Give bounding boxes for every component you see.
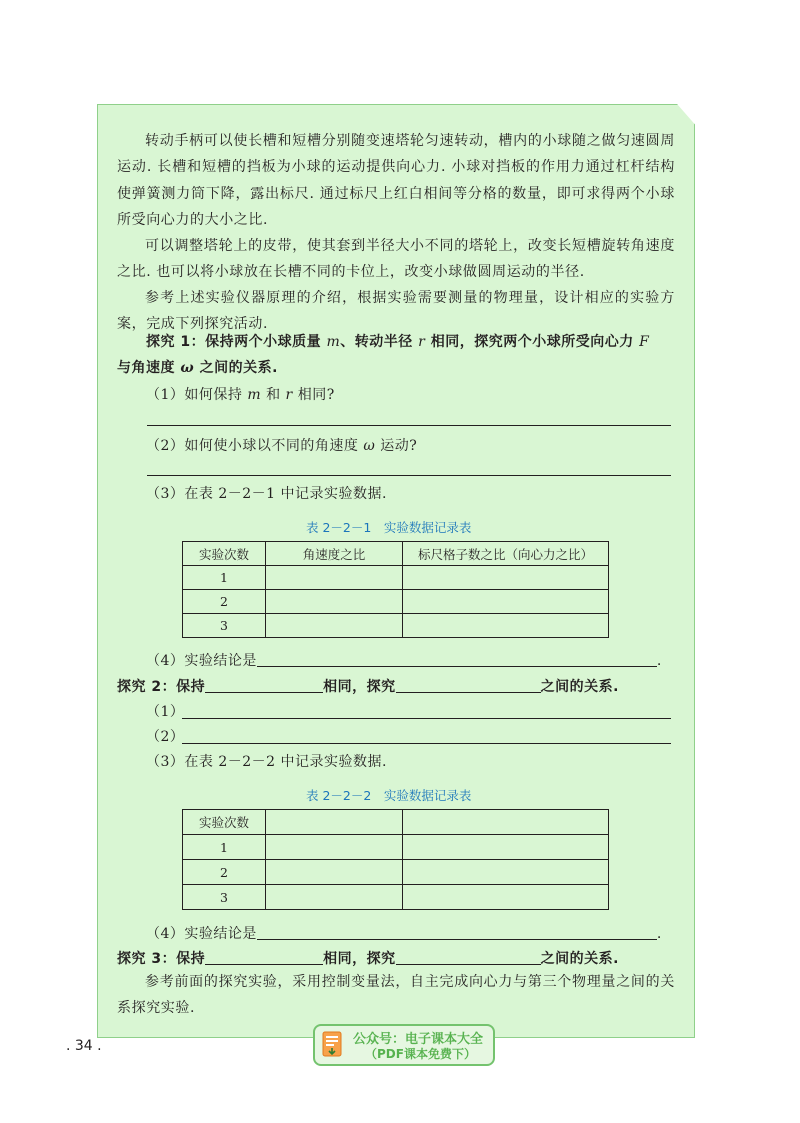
explore2-question-1: （1） (146, 704, 185, 720)
heading-text: 相同，探究 (323, 679, 396, 695)
watermark-badge (313, 1024, 495, 1066)
table-row (183, 835, 609, 860)
data-table-1 (182, 541, 609, 638)
fill-blank-same[interactable] (205, 950, 323, 965)
table-header-cell: 角速度之比 (266, 542, 403, 566)
conclusion-blank[interactable] (257, 652, 657, 667)
fill-blank-same[interactable] (205, 678, 323, 693)
watermark-line-2: （PDF课本免费下） (365, 1047, 476, 1061)
table-row (183, 860, 609, 885)
table-cell: 1 (183, 835, 266, 860)
explore1-heading-line1 (146, 332, 649, 352)
table-input-cell[interactable] (403, 860, 609, 885)
question-text: 相同? (292, 387, 335, 403)
explore2-question-4 (146, 924, 662, 944)
question-text: （1）如何保持 (146, 387, 248, 403)
answer-line-q1[interactable] (147, 425, 671, 426)
table-cell: 3 (183, 614, 266, 638)
conclusion-blank[interactable] (257, 925, 657, 940)
explore1-question-4 (146, 651, 662, 671)
explore1-heading-line2 (117, 358, 278, 378)
explore3-heading (117, 949, 619, 969)
intro-paragraph-1: 转动手柄可以使长槽和短槽分别随变速塔轮匀速转动，槽内的小球随之做匀速圆周运动. 长槽和短槽的挡板为小球的运动提供向心力. 小球对挡板的作用力通过杠杆结构使弹簧测力筒下降，露出标尺. 通过标尺上红白相间等分格的数量，即可求得两个小球所受向心力的大小之比. (117, 133, 675, 228)
table-row (183, 566, 609, 590)
table-input-cell[interactable] (403, 885, 609, 910)
table-row (183, 614, 609, 638)
explore1-question-2 (146, 436, 417, 456)
book-download-icon (321, 1030, 345, 1060)
heading-text: 探究 2：保持 (117, 679, 206, 695)
symbol-omega: ω (363, 438, 376, 454)
table2-caption: 表 2－2－2 实验数据记录表 (306, 788, 472, 803)
heading-text: 探究 1：保持两个小球质量 (146, 334, 327, 350)
table-input-cell[interactable] (403, 614, 609, 638)
table-cell: 2 (183, 590, 266, 614)
table-input-cell[interactable] (403, 566, 609, 590)
table-cell: 2 (183, 860, 266, 885)
table-input-cell[interactable] (266, 860, 403, 885)
explore1-question-3: （3）在表 2－2－1 中记录实验数据. (146, 486, 387, 502)
page-number: . 34 . (66, 1038, 102, 1054)
table-cell: 1 (183, 566, 266, 590)
explore2-question-2: （2） (146, 729, 185, 745)
heading-text: 相同，探究两个小球所受向心力 (425, 334, 640, 350)
heading-text: 之间的关系. (194, 360, 278, 376)
symbol-F: F (639, 334, 650, 350)
table-input-cell[interactable] (266, 566, 403, 590)
explore2-heading (117, 677, 619, 697)
symbol-omega: ω (180, 360, 195, 376)
question-text: 和 (261, 387, 286, 403)
symbol-r: r (285, 387, 293, 403)
answer-line-e2q1[interactable] (182, 718, 671, 719)
question-text: 运动? (375, 438, 418, 454)
table1-caption: 表 2－2－1 实验数据记录表 (306, 520, 472, 535)
heading-text: 之间的关系. (540, 679, 619, 695)
answer-line-q2[interactable] (147, 475, 671, 476)
explore1-question-1 (146, 385, 335, 405)
table-cell: 3 (183, 885, 266, 910)
explore2-question-3: （3）在表 2－2－2 中记录实验数据. (146, 754, 387, 770)
table-input-cell[interactable] (266, 835, 403, 860)
table-header-input-cell[interactable] (403, 810, 609, 835)
punctuation: . (656, 926, 662, 942)
table-input-cell[interactable] (266, 885, 403, 910)
intro-paragraph-3: 参考上述实验仪器原理的介绍，根据实验需要测量的物理量，设计相应的实验方案，完成下列探究活动. (117, 290, 675, 333)
table-input-cell[interactable] (266, 614, 403, 638)
fill-blank-relation[interactable] (396, 950, 541, 965)
watermark-line-1: 公众号：电子课本大全 (353, 1032, 484, 1047)
explore3-paragraph: 参考前面的探究实验，采用控制变量法，自主完成向心力与第三个物理量之间的关系探究实验. (117, 974, 675, 1017)
table-header-cell: 实验次数 (183, 542, 266, 566)
heading-text: 相同，探究 (323, 951, 396, 967)
punctuation: . (656, 653, 662, 669)
answer-line-e2q2[interactable] (182, 743, 671, 744)
table-header-input-cell[interactable] (266, 810, 403, 835)
table-input-cell[interactable] (403, 590, 609, 614)
heading-text: 与角速度 (117, 360, 181, 376)
question-text: （2）如何使小球以不同的角速度 (146, 438, 364, 454)
symbol-m: m (326, 334, 341, 350)
table-header-cell: 实验次数 (183, 810, 266, 835)
table-header-row (183, 542, 609, 566)
question-text: （4）实验结论是 (146, 653, 257, 669)
symbol-m: m (247, 387, 262, 403)
table-header-row (183, 810, 609, 835)
table-input-cell[interactable] (403, 835, 609, 860)
data-table-2 (182, 809, 609, 910)
heading-text: 之间的关系. (540, 951, 619, 967)
table-row (183, 590, 609, 614)
table-row (183, 885, 609, 910)
question-text: （4）实验结论是 (146, 926, 257, 942)
heading-text: 探究 3：保持 (117, 951, 206, 967)
intro-paragraph-2: 可以调整塔轮上的皮带，使其套到半径大小不同的塔轮上，改变长短槽旋转角速度之比. 也可以将小球放在长槽不同的卡位上，改变小球做圆周运动的半径. (117, 238, 675, 281)
symbol-r: r (418, 334, 426, 350)
fill-blank-relation[interactable] (396, 678, 541, 693)
table-input-cell[interactable] (266, 590, 403, 614)
heading-text: 、转动半径 (340, 334, 419, 350)
table-header-cell: 标尺格子数之比（向心力之比） (403, 542, 609, 566)
